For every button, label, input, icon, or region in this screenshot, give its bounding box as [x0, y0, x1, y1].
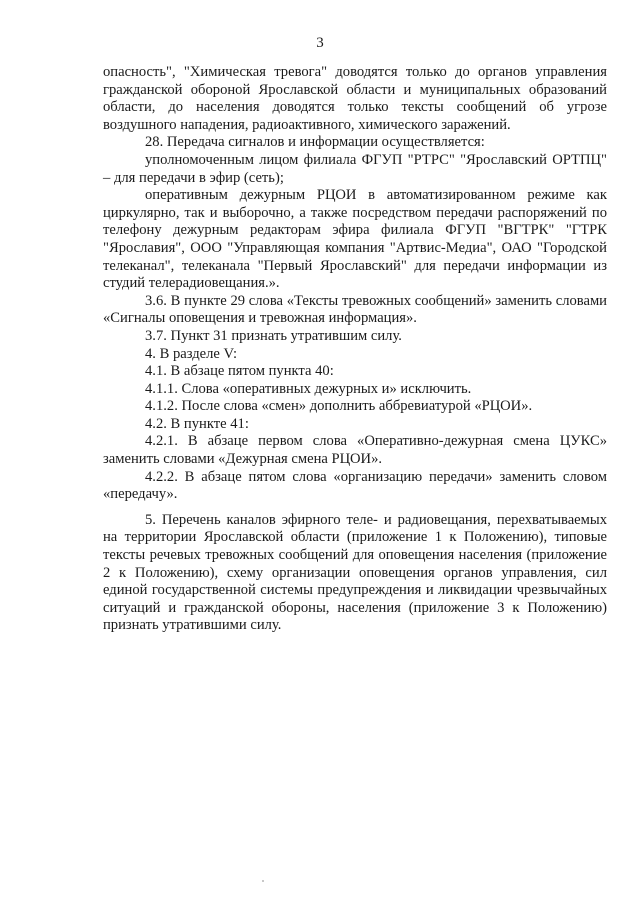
paragraph-continuation: опасность", "Химическая тревога" доводятся только до органов управления гражданской обороной Ярославской области и муниципальных образований области, до населения доводятся только тексты сообщений об угрозе воздушного нападения, радиоактивного, химического заражений. — [103, 64, 607, 133]
paragraph-rtrs: уполномоченным лицом филиала ФГУП "РТРС" "Ярославский ОРТПЦ" – для передачи в эфир (сеть); — [103, 151, 607, 186]
paragraph-rtsoi-duty: оперативным дежурным РЦОИ в автоматизированном режиме как циркулярно, так и выборочно, а также посредством передачи распоряжений по телефону дежурным редакторам эфира филиала ФГУП "ВГТРК" "ГТРК "Ярославия", ООО "Управляющая компания "Артвис-Медиа", ОАО "Городской телеканал", телеканала "Первый Ярославский" для передачи информации из студий телерадиовещания.». — [103, 187, 607, 292]
paragraph-4-2-1: 4.2.1. В абзаце первом слова «Оперативно-дежурная смена ЦУКС» заменить словами «Дежурная смена РЦОИ». — [103, 433, 607, 468]
paragraph-item-28: 28. Передача сигналов и информации осуществляется: — [145, 134, 485, 151]
document-body — [103, 64, 607, 635]
paragraph-3-7: 3.7. Пункт 31 признать утратившим силу. — [145, 327, 402, 344]
paragraph-4-2-2: 4.2.2. В абзаце пятом слова «организацию передачи» заменить словом «передачу». — [103, 468, 607, 503]
page-number: 3 — [316, 35, 324, 51]
paragraph-4-1-2: 4.1.2. После слова «смен» дополнить аббревиатурой «РЦОИ». — [145, 398, 533, 415]
paragraph-4-2: 4.2. В пункте 41: — [145, 415, 249, 432]
paragraph-3-6: 3.6. В пункте 29 слова «Тексты тревожных сообщений» заменить словами «Сигналы оповещения и тревожная информация». — [103, 292, 607, 327]
paragraph-5: 5. Перечень каналов эфирного теле- и радиовещания, перехватываемых на территории Ярославской области (приложение 1 к Положению), типовые тексты речевых тревожных сообщений для оповещения населения (приложение 2 к Положению), схему организации оповещения органов управления, сил единой государственной системы предупреждения и ликвидации чрезвычайных ситуаций и гражданской обороны, населения (приложение 3 к Положению) признать утратившими силу. — [103, 511, 607, 634]
paragraph-4-1: 4.1. В абзаце пятом пункта 40: — [145, 363, 334, 380]
paragraph-4: 4. В разделе V: — [145, 345, 238, 362]
paragraph-4-1-1: 4.1.1. Слова «оперативных дежурных и» исключить. — [145, 380, 472, 397]
scan-speck — [262, 880, 264, 882]
